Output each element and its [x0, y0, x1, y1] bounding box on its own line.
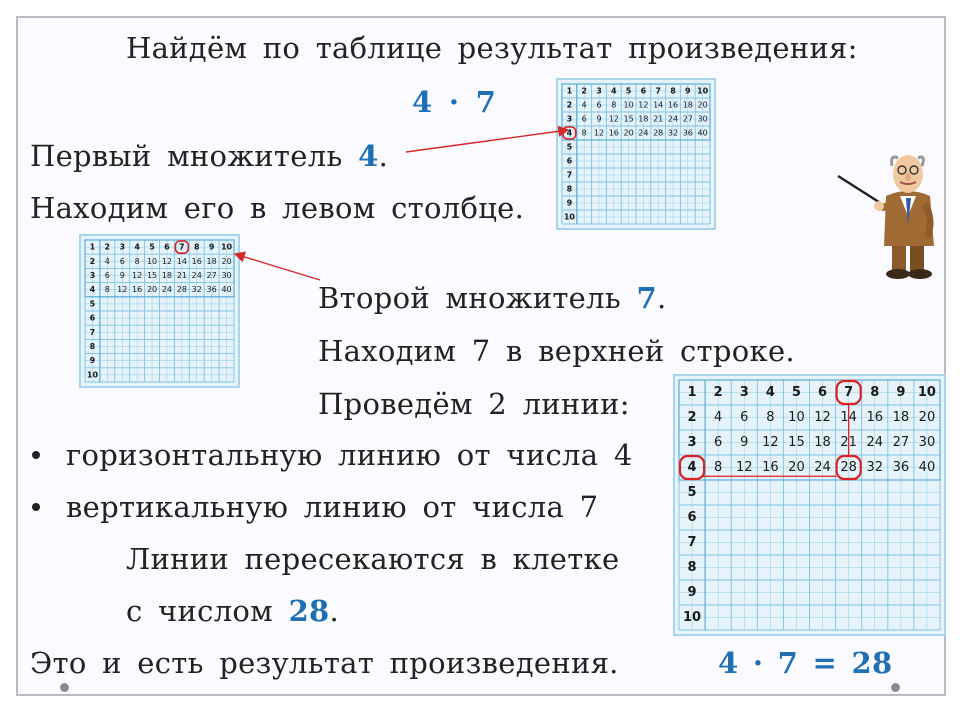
table-left-cell: 3 — [687, 435, 697, 450]
table-cell: 6 — [119, 256, 125, 266]
table-left-cell: 3 — [89, 271, 96, 280]
table-cell: 40 — [918, 460, 936, 475]
table-header-cell: 4 — [765, 385, 775, 400]
table-cell: 32 — [667, 128, 679, 138]
table-left-cell: 6 — [89, 313, 96, 323]
table-header-cell: 5 — [149, 242, 155, 252]
table-cell: 20 — [146, 285, 158, 295]
table-cell: 27 — [206, 271, 217, 280]
table-left-cell: 2 — [89, 256, 96, 266]
table-cell: 16 — [866, 410, 884, 425]
table-left-cell: 4 — [89, 285, 96, 295]
table-cell: 6 — [714, 435, 723, 450]
table-left-cell: 8 — [566, 184, 573, 194]
table-cell: 12 — [814, 410, 831, 425]
table-cell: 16 — [608, 128, 619, 138]
table-cell: 27 — [892, 435, 910, 450]
table-cell: 36 — [206, 285, 217, 295]
table-cell: 14 — [840, 410, 857, 425]
bullet-vertical-line: вертикальную линию от числа 7 — [66, 490, 599, 524]
table-cell: 24 — [814, 460, 831, 475]
find-left-line: Находим его в левом столбце. — [30, 191, 525, 225]
table-cell: 24 — [866, 435, 884, 450]
table-header-cell: 8 — [670, 86, 676, 96]
with-number-value: 28 — [288, 594, 330, 628]
table-header-cell: 4 — [134, 242, 140, 252]
table-cell: 36 — [892, 460, 910, 475]
table-cell: 40 — [221, 285, 232, 295]
table-left-cell: 3 — [566, 114, 573, 124]
table-header-cell: 6 — [164, 242, 170, 252]
table-cell: 15 — [623, 114, 634, 124]
second-factor-label: Второй множитель — [318, 281, 621, 315]
table-cell: 12 — [593, 128, 605, 138]
table-cell: 6 — [596, 100, 602, 110]
table-cell: 12 — [735, 460, 753, 475]
table-header-cell: 10 — [697, 86, 709, 96]
table-left-cell: 2 — [687, 410, 697, 425]
table-cell: 18 — [892, 410, 910, 425]
second-factor-value: 7 — [636, 281, 657, 315]
table-cell: 12 — [608, 114, 619, 124]
table-cell: 30 — [697, 114, 708, 124]
table-header-cell: 6 — [818, 385, 828, 400]
table-cell: 6 — [740, 410, 749, 425]
table-cell: 20 — [918, 410, 936, 425]
table-header-cell: 8 — [870, 385, 880, 400]
table-cell: 6 — [104, 271, 110, 280]
table-cell: 32 — [866, 460, 884, 475]
table-cell: 24 — [161, 285, 173, 295]
table-left-cell: 10 — [563, 212, 575, 222]
table-left-cell: 8 — [89, 342, 96, 351]
table-cell: 8 — [766, 410, 775, 425]
table-cell: 36 — [682, 128, 693, 138]
table-header-cell: 7 — [179, 242, 185, 252]
table-left-cell: 8 — [687, 560, 697, 575]
with-number-dot: . — [329, 594, 340, 628]
table-cell: 21 — [840, 435, 857, 450]
table-cell: 28 — [840, 460, 857, 475]
table-header-cell: 3 — [739, 385, 749, 400]
table-header-cell: 1 — [89, 242, 96, 252]
table-header-cell: 7 — [844, 385, 854, 400]
table-cell: 4 — [581, 100, 587, 110]
heading-line: Найдём по таблице результат произведения: — [126, 31, 858, 65]
table-cell: 8 — [611, 100, 617, 110]
table-cell: 24 — [667, 114, 679, 124]
first-factor-value: 4 — [358, 139, 379, 173]
table-header-cell: 10 — [917, 385, 936, 400]
table-left-cell: 10 — [683, 610, 702, 625]
table-left-cell: 6 — [566, 156, 573, 166]
final-equation: 4 · 7 = 28 — [718, 646, 893, 680]
table-cell: 10 — [623, 100, 634, 110]
table-left-cell: 9 — [687, 585, 697, 600]
table-cell: 8 — [104, 285, 110, 295]
table-cell: 20 — [221, 256, 232, 266]
table-header-cell: 9 — [208, 242, 215, 252]
table-left-cell: 6 — [687, 510, 697, 525]
table-cell: 12 — [132, 271, 143, 280]
table-cell: 8 — [581, 128, 587, 138]
table-left-cell: 9 — [566, 198, 573, 208]
table-left-cell: 5 — [89, 299, 96, 309]
table-cell: 15 — [788, 435, 805, 450]
table-left-cell: 2 — [566, 100, 573, 110]
table-cell: 27 — [682, 114, 693, 124]
table-cell: 32 — [191, 285, 202, 295]
table-header-cell: 3 — [119, 242, 126, 252]
table-header-cell: 4 — [611, 86, 617, 96]
expression-line: 4 · 7 — [412, 85, 497, 119]
draw-two-line: Проведём 2 линии: — [318, 387, 630, 421]
with-number-label: с числом — [126, 594, 274, 628]
table-cell: 14 — [653, 100, 664, 110]
table-left-cell: 5 — [687, 485, 697, 500]
table-cell: 20 — [788, 460, 805, 475]
table-cell: 40 — [697, 128, 708, 138]
table-cell: 12 — [161, 256, 173, 266]
first-factor-dot: . — [378, 139, 389, 173]
table-cell: 20 — [697, 100, 708, 110]
table-cell: 21 — [653, 114, 664, 124]
table-cell: 12 — [117, 285, 128, 295]
table-cell: 24 — [191, 271, 202, 280]
table-cell: 18 — [206, 256, 217, 266]
table-header-cell: 5 — [791, 385, 801, 400]
table-cell: 4 — [714, 410, 723, 425]
table-cell: 12 — [762, 435, 779, 450]
table-left-cell: 7 — [687, 535, 697, 550]
table-cell: 20 — [623, 128, 634, 138]
find-top-line: Находим 7 в верхней строке. — [318, 334, 795, 368]
table-left-cell: 9 — [89, 356, 96, 366]
bullet-horizontal-line: горизонтальную линию от числа 4 — [66, 438, 633, 472]
table-header-cell: 8 — [193, 242, 200, 252]
table-cell: 15 — [146, 271, 158, 280]
table-header-cell: 9 — [896, 385, 906, 400]
table-cell: 18 — [638, 114, 649, 124]
table-header-cell: 2 — [713, 385, 723, 400]
table-header-cell: 1 — [687, 385, 697, 400]
table-header-cell: 6 — [640, 86, 647, 96]
table-cell: 28 — [176, 285, 187, 295]
table-cell: 30 — [918, 435, 936, 450]
table-cell: 30 — [221, 271, 232, 280]
teacher-with-pointer-icon — [834, 146, 946, 280]
table-cell: 16 — [762, 460, 779, 475]
table-left-cell: 4 — [566, 128, 573, 138]
table-cell: 8 — [714, 460, 723, 475]
table-header-cell: 3 — [596, 86, 602, 96]
table-left-cell: 4 — [687, 460, 697, 475]
table-header-cell: 5 — [625, 86, 632, 96]
table-cell: 9 — [119, 271, 125, 280]
table-cell: 6 — [581, 114, 587, 124]
table-cell: 16 — [132, 285, 143, 295]
table-cell: 16 — [191, 256, 202, 266]
conclusion-line: Это и есть результат произведения. — [30, 646, 619, 680]
table-cell: 10 — [146, 256, 158, 266]
table-cell: 10 — [788, 410, 805, 425]
table-cell: 18 — [814, 435, 831, 450]
table-cell: 12 — [638, 100, 649, 110]
table-cell: 16 — [667, 100, 679, 110]
table-cell: 14 — [176, 256, 187, 266]
table-left-cell: 7 — [566, 170, 573, 180]
table-cell: 24 — [638, 128, 649, 138]
second-factor-dot: . — [656, 281, 667, 315]
intersect-line: Линии пересекаются в клетке — [126, 542, 620, 576]
table-cell: 9 — [740, 435, 749, 450]
table-left-cell: 5 — [566, 142, 573, 152]
table-cell: 8 — [134, 256, 140, 266]
table-header-cell: 2 — [104, 242, 111, 252]
table-header-cell: 9 — [685, 86, 691, 96]
table-header-cell: 2 — [581, 86, 587, 96]
table-cell: 28 — [653, 128, 664, 138]
table-cell: 18 — [161, 271, 173, 280]
table-cell: 18 — [682, 100, 693, 110]
table-cell: 4 — [104, 256, 110, 266]
first-factor-label: Первый множитель — [30, 139, 343, 173]
table-left-cell: 10 — [86, 370, 99, 380]
table-header-cell: 10 — [220, 242, 233, 252]
table-cell: 21 — [176, 271, 187, 280]
table-header-cell: 1 — [566, 86, 573, 96]
table-left-cell: 7 — [89, 327, 96, 337]
arrow-to-second-factor — [235, 254, 320, 280]
table-cell: 9 — [596, 114, 602, 124]
arrow-to-first-factor — [406, 130, 568, 152]
table-header-cell: 7 — [655, 86, 661, 96]
